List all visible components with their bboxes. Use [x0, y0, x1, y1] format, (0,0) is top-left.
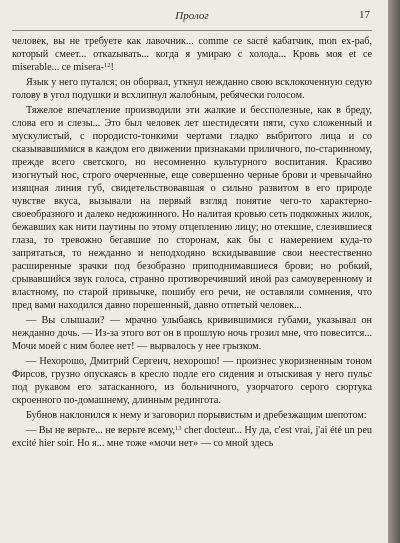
paragraph [12, 424, 372, 450]
paragraph [12, 35, 372, 74]
body-text [12, 35, 372, 450]
paragraph: Язык у него путался; он оборвал, уткнул нежданно свою всклокоченную седую голову в угол подушки и всхлипнул жалобным, ребячески голосом. [12, 77, 372, 101]
paragraph: Бубнов наклонился к нему и заговорил порывистым и дребезжащим шепотом: [26, 410, 367, 421]
paragraph-text: — Вы не верьте... не верьте всему, [26, 425, 176, 436]
paragraph: — Нехорошо, Дмитрий Сергеич, нехорошо! — произнес укоризненным тоном Фирсов, грузно опускаясь в кресло подле его сидения и отыскивая у него пульс под рукавом его затасканного, из больничного, узорчатого серого сюртука скроенного по-домашнему, длинным редингота. [12, 356, 372, 406]
running-title: Пролог [175, 10, 209, 22]
running-head [12, 6, 372, 31]
paragraph: — Вы слышали? — мрачно улыбаясь кривившимися губами, указывал он нежданно дочь. — Из-за этого вот он в прошлую ночь грозил мне, что повесится... Мочи моей с ним более нет! — вырвалось у нее грызком. [12, 315, 372, 352]
paragraph: Тяжелое впечатление производили эти жалкие и бессполезные, как в бреду, слова его и слезы... Это был человек лет шестидесяти пяти, сухо сложенный и мускулистый, с породисто-тонкими чертами гладко выбритого лица и со сказывавшимися в каждом его движении признаками приличного, по-старинному, прежде всего светского, но несомненно культурного воспитания. Красиво изогнутый нос, строго очерченные, еще совершенно черные брови и чревычайно изящная линия губ, свидетельствовавшая о сильно развитом в его природе чувстве вкуса, вызывали на первый взгляд понятие чего-то характерно-своеобразного и далеко недюжинного. Но налитая кровью сеть подкожных жилок, бежавших как нити паутины по этому отцеплению лицу; но отекшие, слезившиеся глаза, то тревожно бегавшие по сторонам, как бы с намерением куда-то запрятаться, то нежданно и неподходяно вскидывавшие свои неестественно расширенные зрачки под безобразно приподнимавшиеся брови; но робкий, срывавшийся звук голоса, странно противоречивший иной раз самоуверенному и властному, по старой привычке, пошибу его речи, не оставляли сомнения, что пред вами находился давно порешенный, давно отпетый человек... [12, 105, 372, 311]
footnote-marker: 13 [175, 425, 182, 432]
book-gutter [388, 0, 400, 543]
footnote-marker: 12 [103, 62, 111, 69]
paragraph-text-end: cher docteur... Ну да, c'est vrai, j'ai été un peu excité hier soir. Но я... мне тоже «мочи нет» — со мной здесь [12, 425, 372, 449]
page-number: 17 [359, 9, 370, 21]
paragraph-text-end: ! [110, 62, 114, 73]
paragraph-text: человек, вы не требуете как лавочник... comme ce sacré кабатчик, mon ex-раб, который смеет... откazывать... когда я умираю с холода... Кровь моя et ce miserable... ce misera- [12, 36, 372, 73]
